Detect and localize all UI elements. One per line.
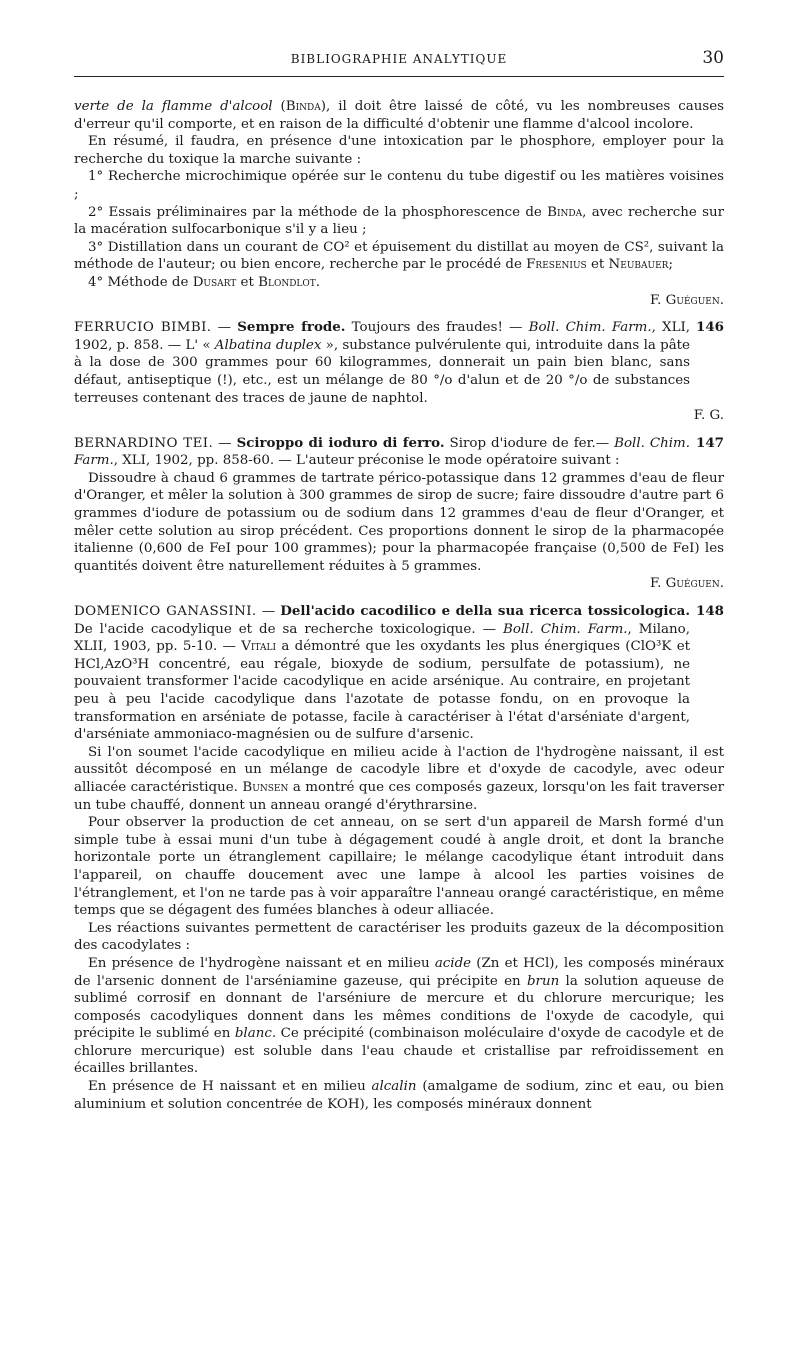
entry-source: Boll. Chim. Farm. (74, 435, 690, 469)
text: (amalgame de sodium, zinc et eau, ou bien aluminium et solution concentrée de KOH), les composés minéraux donnent (74, 1079, 724, 1112)
text: , Milano, XLII, 1903, pp. 5-10. — (74, 621, 690, 655)
text: — (213, 435, 237, 451)
text: 2° Essais préliminaires par la méthode de la phosphorescence de (88, 204, 548, 220)
entry-author: BERNARDINO TEI. (74, 435, 214, 451)
text: 3° Distillation dans un courant de CO² et épuisement du distillat au moyen de CS², suivant la méthode de l'auteur; ou bien encore, recherche par le procédé de (74, 239, 724, 273)
author-name: Binda (285, 99, 321, 114)
italic-text: verte de la flamme d'alcool (74, 99, 273, 114)
author-name: Dusart (192, 274, 237, 290)
header-rule (74, 76, 724, 77)
author-name: Fresenius (526, 257, 587, 273)
text: Toujours des fraudes! — (345, 320, 529, 336)
author-name: Vitali (241, 639, 277, 655)
entry-number: 147 (696, 434, 724, 451)
text: ; (668, 257, 673, 273)
entry-source: Boll. Chim. Farm. (528, 320, 652, 336)
text: ( (272, 99, 286, 114)
entry-source: Boll. Chim. Farm. (502, 621, 628, 637)
text: , avec recherche sur la macération sulfocarbonique s'il y a lieu ; (74, 204, 724, 238)
species-name: Albatina duplex (214, 337, 322, 353)
entry-paragraph (74, 955, 724, 1078)
entry-text (74, 603, 724, 744)
italic-text: blanc (234, 1026, 272, 1042)
running-header (74, 0, 724, 74)
intro-paragraph-2: En résumé, il faudra, en présence d'une intoxication par le phosphore, employer pour la recherche du toxique la marche suivante : (74, 134, 724, 167)
entry-number: 148 (696, 603, 724, 620)
text: En présence de H naissant et en milieu (88, 1079, 372, 1095)
intro-step-4 (74, 274, 724, 292)
text: 4° Méthode de (88, 274, 193, 290)
entry-author: FERRUCIO BIMBI. (74, 320, 212, 336)
entry-paragraph (74, 1078, 724, 1113)
entry-146 (74, 319, 724, 425)
text: a démontré que les oxydants les plus énergiques (ClO³K et HCl,AzO³H concentré, eau régale, bioxyde de sodium, persulfate de potassium), ne pouvaient transformer l'acide cacodylique en acide arsénique. Au contraire, en projetant peu à peu l'acide cacodylique dans l'azotate de potasse fondu, on en provoque la transformation en arséniate de potasse, facile à caractériser à l'état d'arséniate d'argent, d'arséniate ammoniaco-magnésien ou de sulfure d'arsenic. (74, 639, 690, 743)
author-name: Binda (547, 204, 583, 220)
entry-author: DOMENICO GANASSINI. (74, 604, 257, 620)
entry-paragraph: Pour observer la production de cet anneau, on se sert d'un appareil de Marsh formé d'un simple tube à essai muni d'un tube à dégagement coudé à angle droit, et dont la branche horizontale porte un étranglement capillaire; le mélange cacodylique étant introduit dans l'appareil, on chauffe doucement avec une lampe à alcool les parties voisines de l'étranglement, et l'on ne tarde pas à voir apparaître l'anneau orangé caractéristique, en même temps que se dégagent des fumées blanches à odeur alliacée. (74, 815, 724, 919)
intro-step-3 (74, 239, 724, 274)
text: — (256, 604, 281, 620)
text: et (586, 257, 609, 273)
text: . Ce précipité (combinaison moléculaire d'oxyde de cacodyle et de chlorure mercurique) est soluble dans l'eau chaude et cristallise par refroidissement en écailles brillantes. (74, 1026, 724, 1077)
text: , XLI, 1902, pp. 858-60. — L'auteur préconise le mode opératoire suivant : (113, 453, 620, 469)
intro-paragraph-1 (74, 98, 724, 133)
text: Sirop d'iodure de fer.— (444, 435, 615, 451)
text: , XLI, 1902, p. 858. — L' « (74, 320, 691, 353)
entry-paragraph (74, 744, 724, 814)
text: ), il doit être laissé de côté, vu les nombreuses causes d'erreur qu'il comporte, et en raison de la difficulté d'obtenir une flamme d'alcool incolore. (74, 99, 724, 132)
entry-148 (74, 603, 724, 1113)
entry-paragraph: Dissoudre à chaud 6 grammes de tartrate périco-potassique dans 12 grammes d'eau de fleur d'Oranger, et mêler la solution à 300 grammes de sirop de sucre; faire dissoudre d'autre part 6 grammes d'iodure de potassium ou de sodium dans 12 grammes d'eau de fleur d'Oranger, et mêler cette solution au sirop précédent. Ces proportions donnent le sirop de la pharmacopée italienne (0,600 de FeI pour 100 grammes); pour la pharmacopée française (0,500 de FeI) les quantités doivent être naturellement réduites à 5 grammes. (74, 470, 724, 574)
signature: F. G. (693, 408, 724, 424)
running-title: BIBLIOGRAPHIE ANALYTIQUE (290, 52, 508, 66)
text: », substance pulvérulente qui, introduite dans la pâte à la dose de 300 grammes pour 60 kilogrammes, donnerait un pain bien blanc, sans défaut, antiseptique (!), etc., est un mélange de 80 °/o d'alun et de 20 °/o de substances terreuses contenant des traces de jaune de naphtol. (74, 337, 690, 406)
entry-title: Sciroppo di ioduro di ferro. (236, 434, 445, 451)
signature: F. Guéguen. (649, 292, 724, 308)
entry-text (74, 319, 724, 407)
entry-title: Sempre frode. (237, 319, 346, 336)
page (74, 0, 724, 1112)
intro-step-1: 1° Recherche microchimique opérée sur le contenu du tube digestif ou les matières voisines ; (74, 169, 724, 202)
italic-text: alcalin (371, 1079, 417, 1095)
text: . (315, 274, 321, 290)
text: De l'acide cacodylique et de sa recherche toxicologique. — (74, 621, 503, 637)
text: En présence de l'hydrogène naissant et en milieu (88, 955, 435, 971)
text: Si l'on soumet l'acide cacodylique en milieu acide à l'action de l'hydrogène naissant, il est aussitôt décomposé en un mélange de cacodyle libre et d'oxyde de cacodyle, avec odeur alliacée caractéristique. (74, 744, 724, 795)
entry-paragraph: Les réactions suivantes permettent de caractériser les produits gazeux de la décomposition des cacodylates : (74, 920, 724, 954)
text: a montré que ces composés gazeux, lorsqu'on les fait traverser un tube chauffé, donnent un anneau orangé d'érythrarsine. (74, 779, 724, 813)
entry-text (74, 435, 724, 470)
author-name: Bunsen (242, 779, 289, 795)
page-content (74, 98, 724, 1113)
entry-147 (74, 435, 724, 593)
text: et (236, 274, 259, 290)
text: la solution aqueuse de sublimé corrosif en donnant de l'arséniure de mercure et du chlorure mercurique; les composés cacodyliques donnent dans les mêmes conditions de l'oxyde de cacodyle, qui précipite le sublimé en (74, 973, 724, 1042)
italic-text: acide (434, 955, 472, 971)
text: (Zn et HCl), les composés minéraux de l'arsenic donnent de l'arséniamine gazeuse, qui précipite en (74, 955, 724, 989)
signature: F. Guéguen. (649, 576, 724, 592)
page-number: 30 (702, 48, 724, 68)
text: — (211, 320, 238, 336)
entry-title: Dell'acido cacodilico e della sua ricerca tossicologica. (280, 603, 690, 620)
italic-text: brun (526, 973, 560, 989)
entry-number: 146 (696, 319, 724, 336)
author-name: Blondlot (258, 274, 316, 290)
author-name: Neubauer (608, 257, 669, 273)
intro-step-2 (74, 204, 724, 239)
